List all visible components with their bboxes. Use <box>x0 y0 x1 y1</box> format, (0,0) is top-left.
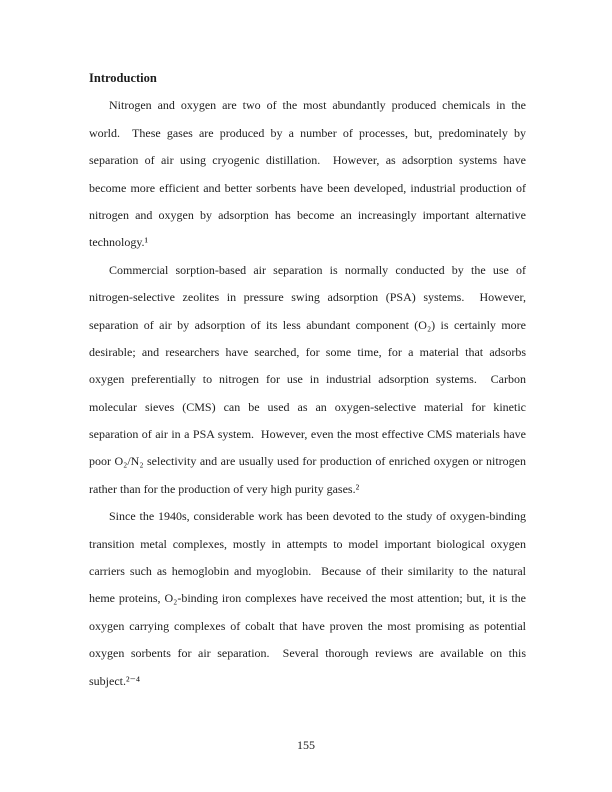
text-line: Commercial sorption-based air separation is normally conducted by the use of <box>109 262 526 277</box>
text-line: rather than for the production of very high purity gases.² <box>89 481 360 496</box>
text-line: separation of air in a PSA system. However, even the most effective CMS materials have <box>89 427 526 442</box>
text-line: separation of air using cryogenic distillation. However, as adsorption systems have <box>89 153 526 168</box>
text-line: carriers such as hemoglobin and myoglobin. Because of their similarity to the natural <box>89 564 526 579</box>
text-line: poor O₂/N₂ selectivity and are usually used for production of enriched oxygen or nitrogen <box>89 454 526 469</box>
text-line: subject.²⁻⁴ <box>89 673 141 688</box>
text-line: Nitrogen and oxygen are two of the most abundantly produced chemicals in the <box>109 98 526 113</box>
paragraph-2 <box>89 257 526 504</box>
text-line: transition metal complexes, mostly in attempts to model important biological oxygen <box>89 536 526 551</box>
text-line: desirable; and researchers have searched, for some time, for a material that adsorbs <box>89 344 526 359</box>
page-content <box>89 65 526 695</box>
text-line: Since the 1940s, considerable work has been devoted to the study of oxygen-binding <box>109 509 526 524</box>
text-line: separation of air by adsorption of its less abundant component (O₂) is certainly more <box>89 317 526 332</box>
paragraph-3 <box>89 503 526 695</box>
paragraph-1 <box>89 92 526 256</box>
page-number: 155 <box>297 738 315 752</box>
section-heading: Introduction <box>89 71 157 85</box>
text-line: nitrogen-selective zeolites in pressure swing adsorption (PSA) systems. However, <box>89 290 526 305</box>
text-line: oxygen carrying complexes of cobalt that have proven the most promising as potential <box>89 618 526 633</box>
text-line: heme proteins, O₂-binding iron complexes have received the most attention; but, it is the <box>89 591 526 606</box>
text-line: molecular sieves (CMS) can be used as an oxygen-selective material for kinetic <box>89 399 526 414</box>
text-line: nitrogen and oxygen by adsorption has become an increasingly important alternative <box>89 207 526 222</box>
text-line: technology.¹ <box>89 235 149 250</box>
text-line: oxygen preferentially to nitrogen for use in industrial adsorption systems. Carbon <box>89 372 526 387</box>
text-line: world. These gases are produced by a number of processes, but, predominately by <box>89 125 526 140</box>
text-line: oxygen sorbents for air separation. Several thorough reviews are available on this <box>89 646 526 661</box>
text-line: become more efficient and better sorbents have been developed, industrial production of <box>89 180 526 195</box>
